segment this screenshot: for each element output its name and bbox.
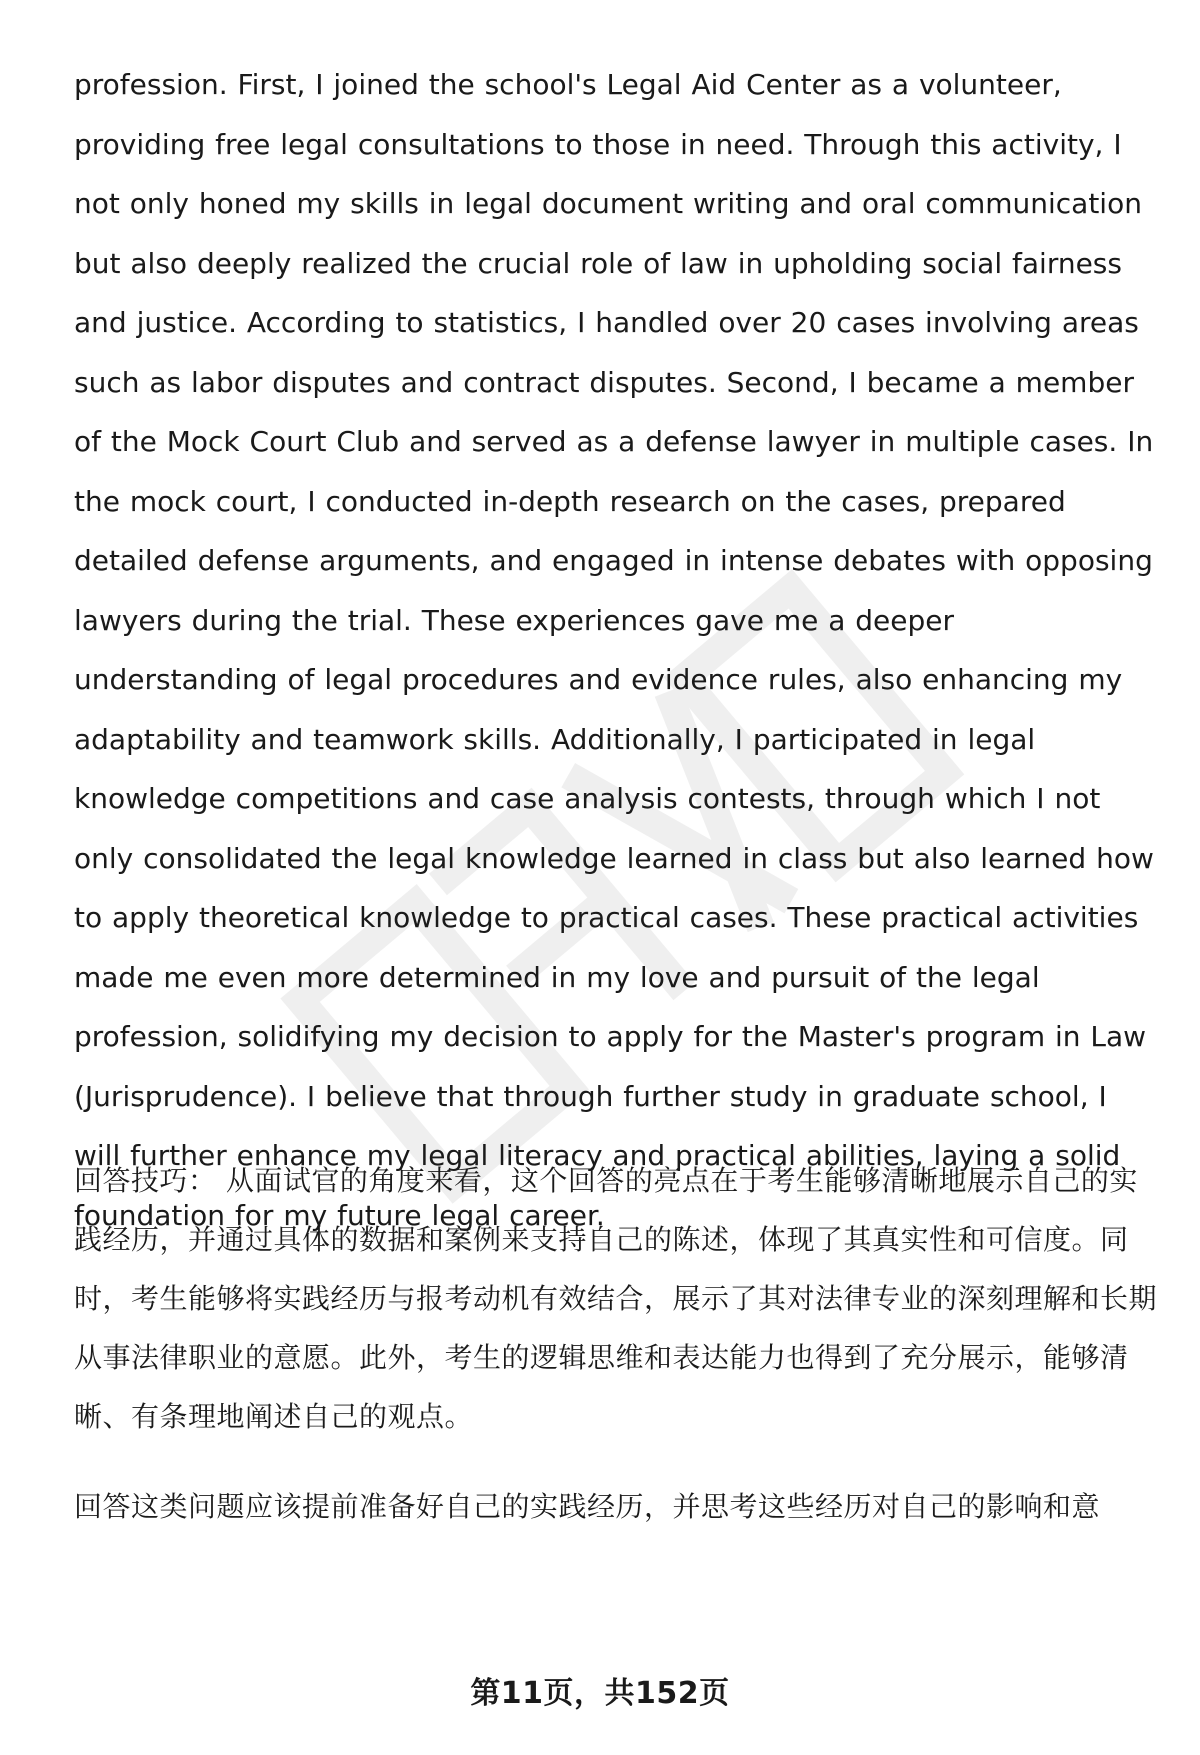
tips-block — [74, 1151, 1159, 1446]
tips-paragraph: 回答技巧： 从面试官的角度来看，这个回答的亮点在于考生能够清晰地展示自己的实践经历，并通过具体的数据和案例来支持自己的陈述，体现了其真实性和可信度。同时，考生能够将实践经历与报考动机有效结合，展示了其对法律专业的深刻理解和长期从事法律职业的意愿。此外，考生的逻辑思维和表达能力也得到了充分展示，能够清晰、有条理地阐述自己的观点。 — [74, 1164, 1158, 1433]
page-indicator: 第11页，共152页 — [470, 1676, 730, 1711]
answer-paragraph: profession. First, I joined the school's Legal Aid Center as a volunteer, providing free legal consultations to those in need. Through this activity, I not only honed my skills in legal document writing and oral communication but also deeply realized the crucial role of law in upholding social fairness and justice. According to statistics, I handled over 20 cases involving areas such as labor disputes and contract disputes. Second, I became a member of the Mock Court Club and served as a defense lawyer in multiple cases. In the mock court, I conducted in-depth research on the cases, prepared detailed defense arguments, and engaged in intense debates with opposing lawyers during the trial. These experiences gave me a deeper understanding of legal procedures and evidence rules, also enhancing my adaptability and teamwork skills. Additionally, I participated in legal knowledge competitions and case analysis contests, through which I not only consolidated the legal knowledge learned in class but also learned how to apply theoretical knowledge to practical cases. These practical activities made me even more determined in my love and pursuit of the legal profession, solidifying my decision to apply for the Master's program in Law (Jurisprudence). I believe that through further study in graduate school, I will further enhance my legal literacy and practical abilities, laying a solid foundation for my future legal career. — [74, 68, 1154, 1232]
advice-paragraph: 回答这类问题应该提前准备好自己的实践经历，并思考这些经历对自己的影响和意 — [74, 1490, 1101, 1523]
english-answer-block — [74, 55, 1159, 1245]
advice-block — [74, 1477, 1159, 1536]
